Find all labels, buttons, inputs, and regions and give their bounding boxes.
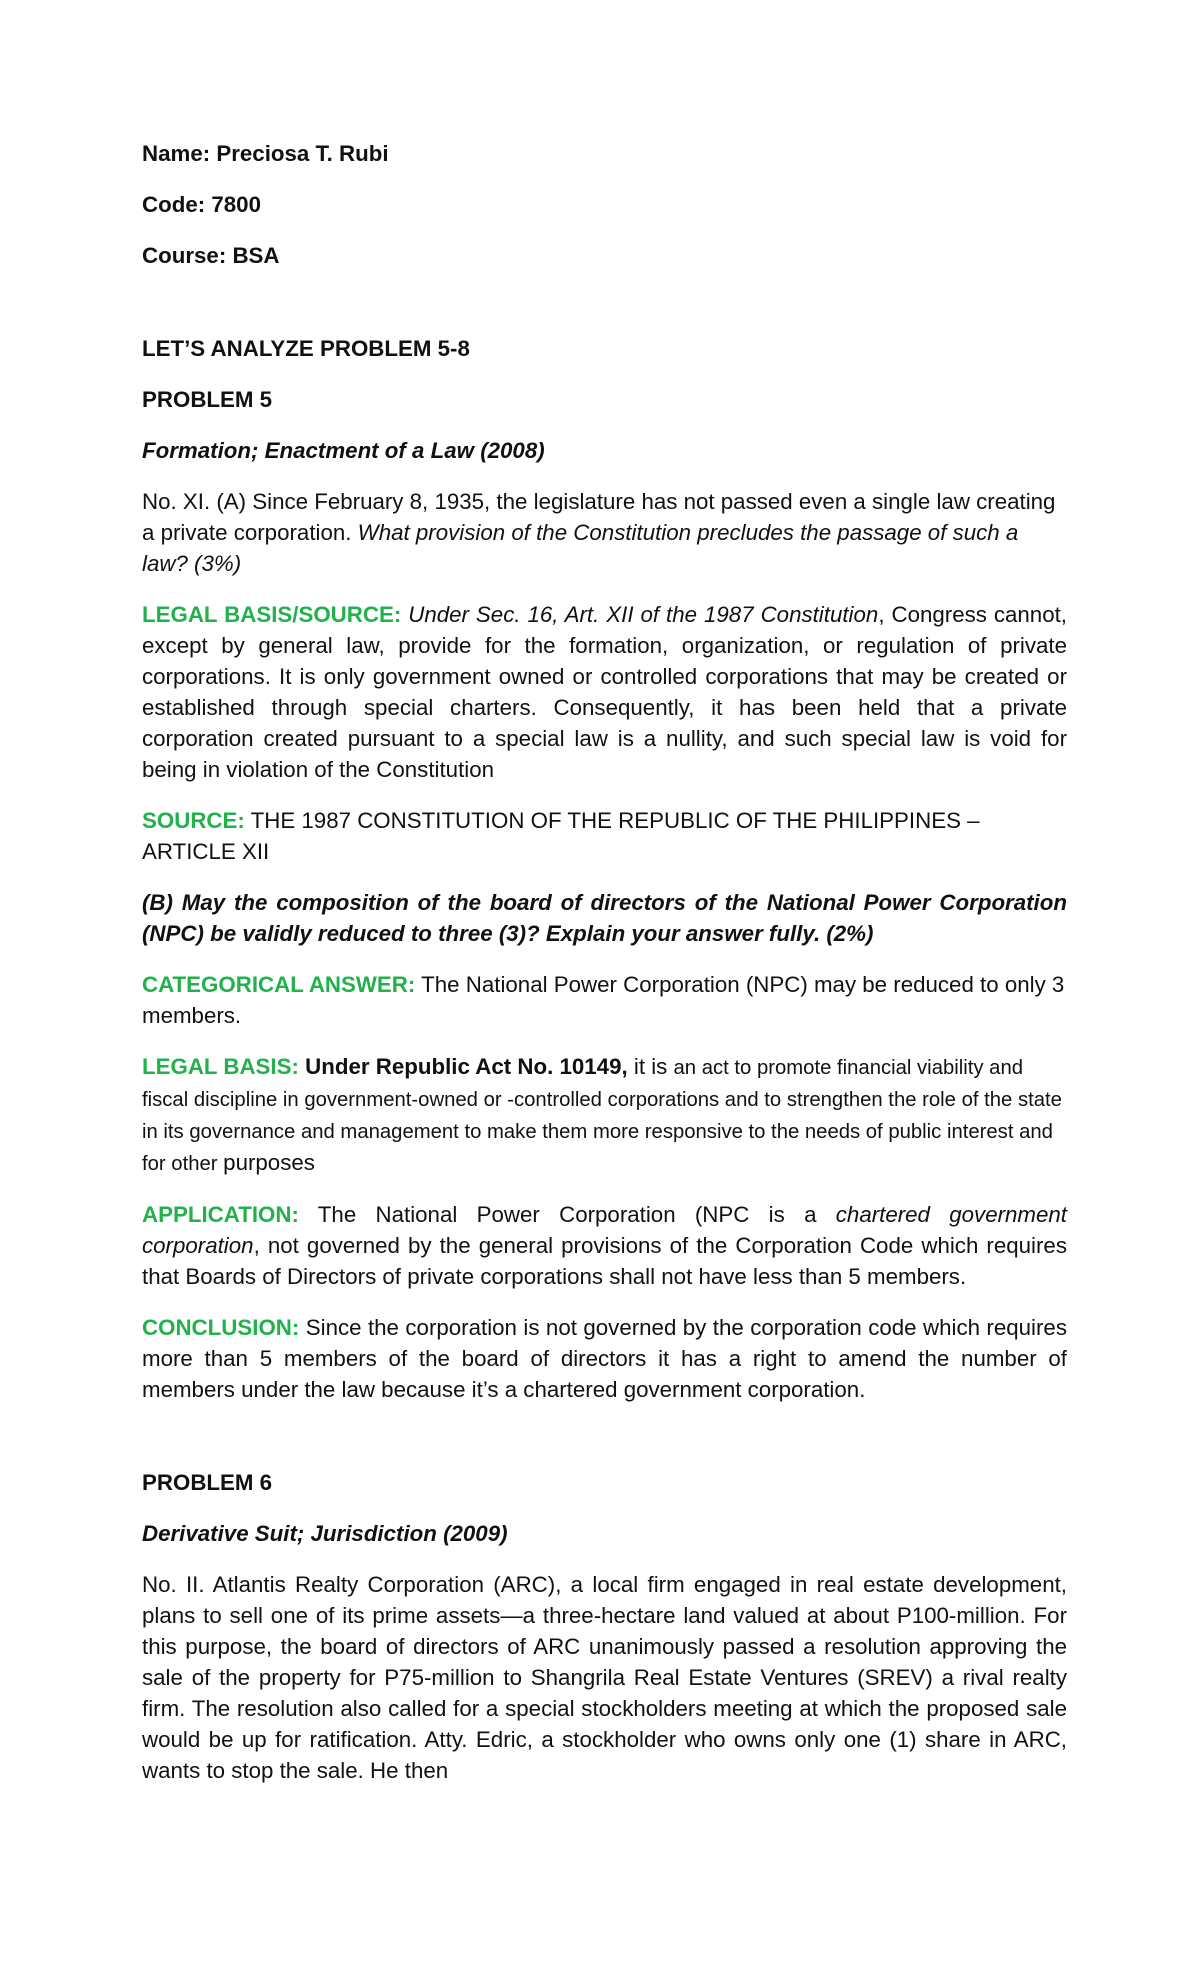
student-course: Course: BSA xyxy=(142,243,280,268)
question-a-plain: No. XI. (A) Since February 8, 1935, the legislature has not passed even a single law creating a private corporation. xyxy=(142,489,1056,545)
legal-basis-act: Under Republic Act No. 10149, xyxy=(298,1054,628,1079)
legal-basis-source-text: , Congress cannot, except by general law, provide for the formation, organization, or regulation of private corporations. It is only government owned or controlled corporations that may be created or established through special charters. Consequently, it has been held that a private corporation created pursuant to a special law is a nullity, and such special law is void for being in violation of the Constitution xyxy=(142,602,1067,782)
application-label: APPLICATION: xyxy=(142,1202,299,1227)
document-page xyxy=(142,138,1067,1806)
legal-basis-source xyxy=(142,599,1067,785)
categorical-answer-label: CATEGORICAL ANSWER: xyxy=(142,972,416,997)
application-text-1: The National Power Corporation (NPC is a xyxy=(298,1202,836,1227)
problem6-heading: PROBLEM 6 xyxy=(142,1470,273,1495)
source-paragraph xyxy=(142,805,1067,867)
conclusion-label: CONCLUSION: xyxy=(142,1315,300,1340)
conclusion-text: Since the corporation is not governed by the corporation code which requires more than 5 members of the board of directors it has a right to amend the number of members under the law because it’s a chartered government corporation. xyxy=(142,1315,1067,1402)
legal-basis-lead: it is xyxy=(627,1054,674,1079)
application-paragraph xyxy=(142,1199,1067,1292)
legal-basis-end: purposes xyxy=(223,1150,315,1175)
conclusion-paragraph xyxy=(142,1312,1067,1405)
problem6-subheading: Derivative Suit; Jurisdiction (2009) xyxy=(142,1521,508,1546)
legal-basis-description: an act to promote financial viability and fiscal discipline in government-owned or -controlled corporations and to strengthen the role of the state in its governance and management to make them more responsive to the needs of public interest and for other xyxy=(142,1057,1062,1175)
section-title: LET’S ANALYZE PROBLEM 5-8 xyxy=(142,336,470,361)
categorical-answer-text: The National Power Corporation (NPC) may be reduced to only 3 members. xyxy=(142,972,1065,1028)
problem6-body: No. II. Atlantis Realty Corporation (ARC), a local firm engaged in real estate development, plans to sell one of its prime assets—a three-hectare land valued at about P100-million. For this purpose, the board of directors of ARC unanimously passed a resolution approving the sale of the property for P75-million to Shangrila Real Estate Ventures (SREV) a rival realty firm. The resolution also called for a special stockholders meeting at which the proposed sale would be up for ratification. Atty. Edric, a stockholder who owns only one (1) share in ARC, wants to stop the sale. He then xyxy=(142,1572,1067,1783)
problem5-question-b: (B) May the composition of the board of directors of the National Power Corporation (NPC) be validly reduced to three (3)? Explain your answer fully. (2%) xyxy=(142,890,1067,946)
problem5-question-a xyxy=(142,486,1067,579)
source-text: THE 1987 CONSTITUTION OF THE REPUBLIC OF THE PHILIPPINES – ARTICLE XII xyxy=(142,808,980,864)
legal-basis-ra xyxy=(142,1051,1067,1179)
problem5-subheading: Formation; Enactment of a Law (2008) xyxy=(142,438,545,463)
question-a-italic: What provision of the Constitution precludes the passage of such a law? (3%) xyxy=(142,520,1019,576)
categorical-answer xyxy=(142,969,1067,1031)
source-label: SOURCE: xyxy=(142,808,245,833)
legal-basis-source-ref: Under Sec. 16, Art. XII of the 1987 Constitution xyxy=(401,602,879,627)
legal-basis-source-label: LEGAL BASIS/SOURCE: xyxy=(142,602,402,627)
application-italic: chartered government corporation xyxy=(142,1202,1067,1258)
application-text-2: , not governed by the general provisions of the Corporation Code which requires that Boards of Directors of private corporations shall not have less than 5 members. xyxy=(142,1233,1067,1289)
legal-basis-label: LEGAL BASIS: xyxy=(142,1054,299,1079)
student-code: Code: 7800 xyxy=(142,192,261,217)
problem5-heading: PROBLEM 5 xyxy=(142,387,273,412)
student-name: Name: Preciosa T. Rubi xyxy=(142,141,389,166)
